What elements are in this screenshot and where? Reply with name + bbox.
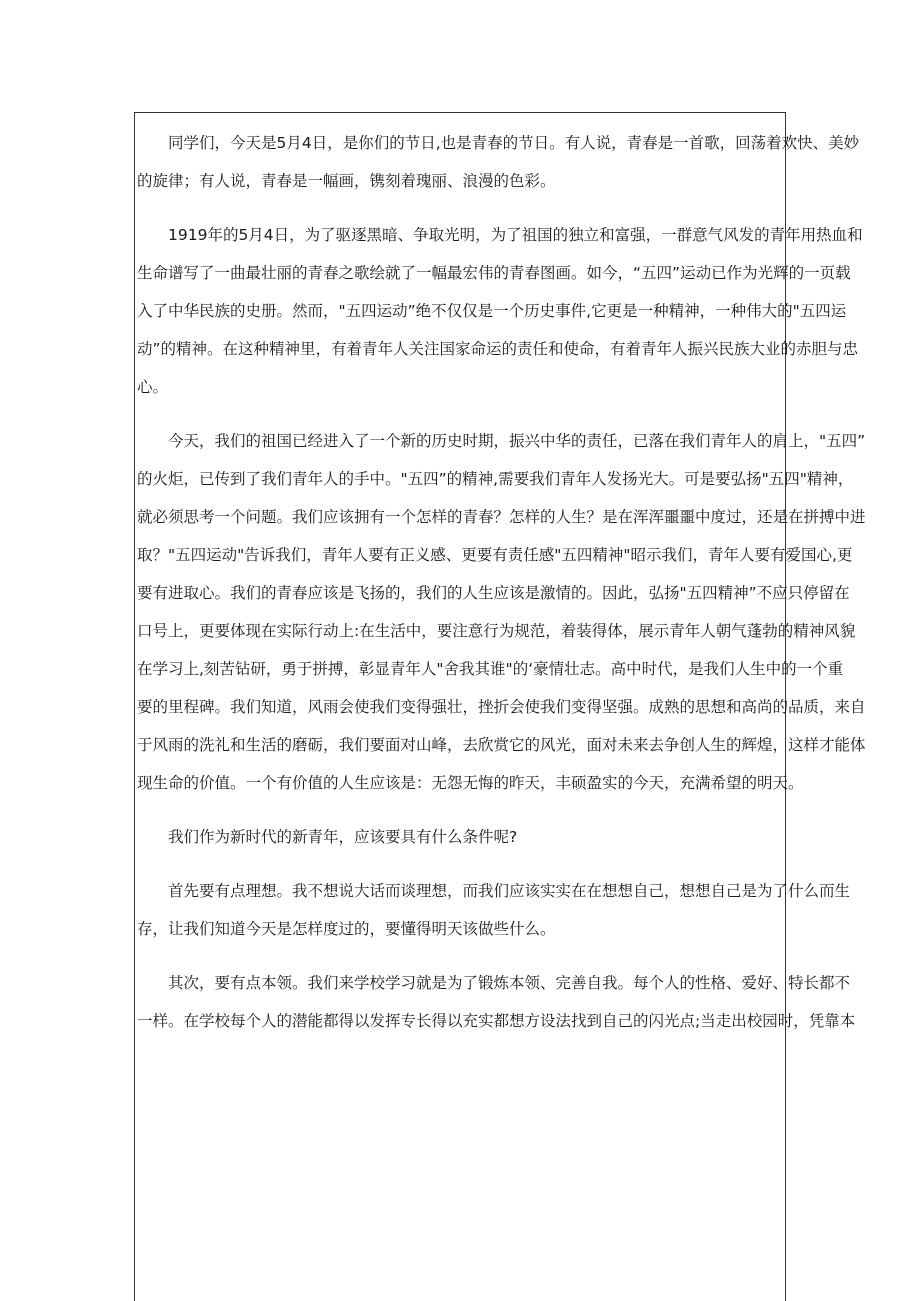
paragraph-line: 今天，我们的祖国已经进入了一个新的历史时期，振兴中华的责任，已落在我们青年人的肩上，"五四” [168,432,866,450]
paragraph-5 [137,877,851,953]
paragraph-line: 要有进取心。我们的青春应该是飞扬的，我们的人生应该是激情的。因此，弘扬"五四精神”不应只停留在 [137,584,850,602]
document-body [137,129,866,1045]
paragraph-line: 首先要有点理想。我不想说大话而谈理想，而我们应该实实在在想想自己，想想自己是为了什么而生 [168,882,851,900]
paragraph-4 [137,823,785,861]
paragraph-line: 生命谱写了一曲最壮丽的青春之歌绘就了一幅最宏伟的青春图画。如今，“五四”运动已作为光辉的一页载 [137,264,851,282]
paragraph-line: 现生命的价值。一个有价值的人生应该是：无怨无悔的昨天，丰硕盈实的今天，充满希望的明天。 [137,774,804,792]
paragraph-line: 的火炬，已传到了我们青年人的手中。"五四”的精神,需要我们青年人发扬光大。可是要弘扬"五四"精神， [137,470,854,488]
paragraph-line: 取？"五四运动"告诉我们，青年人要有正义感、更要有责任感"五四精神"昭示我们，青年人要有爱国心,更 [137,546,853,564]
paragraph-1 [137,129,860,205]
paragraph-line: 于风雨的洗礼和生活的磨砺，我们要面对山峰，去欣赏它的风光，面对未来去争创人生的辉煌，这样才能体 [137,736,866,754]
paragraph-3 [137,427,866,807]
paragraph-line: 同学们，今天是5月4日，是你们的节日,也是青春的节日。有人说，青春是一首歌，回荡着欢快、美妙 [168,134,860,152]
paragraph-line: 入了中华民族的史册。然而，"五四运动”绝不仅仅是一个历史事件,它更是一种精神，一种伟大的"五四运 [137,302,847,320]
paragraph-line: 存，让我们知道今天是怎样度过的，要懂得明天该做些什么。 [137,920,556,938]
paragraph-line: 1919年的5月4日，为了驱逐黑暗、争取光明，为了祖国的独立和富强，一群意气风发的青年用热血和 [168,226,863,244]
document-page-frame [134,112,866,1301]
paragraph-line: 在学习上,刻苦钻研，勇于拼搏，彰显青年人"舍我其谁"的‘豪情壮志。高中时代，是我们人生中的一个重 [137,660,844,678]
paragraph-line: 的旋律；有人说，青春是一幅画，镌刻着瑰丽、浪漫的色彩。 [137,172,556,190]
paragraph-2 [137,221,863,411]
paragraph-line: 其次，要有点本领。我们来学校学习就是为了锻炼本领、完善自我。每个人的性格、爱好、特长都不 [168,974,851,992]
paragraph-line: 口号上，更要体现在实际行动上:在生活中，要注意行为规范，着装得体，展示青年人朝气蓬勃的精神风貌 [137,622,856,640]
paragraph-line: 要的里程碑。我们知道，风雨会使我们变得强壮，挫折会使我们变得坚强。成熟的思想和高尚的品质，来自 [137,698,866,716]
paragraph-line: 我们作为新时代的新青年，应该要具有什么条件呢? [168,828,518,846]
paragraph-line: 就必须思考一个问题。我们应该拥有一个怎样的青春？怎样的人生？是在浑浑噩噩中度过，还是在拼搏中进 [137,508,866,526]
paragraph-6 [137,969,856,1045]
paragraph-line: 动”的精神。在这种精神里，有着青年人关注国家命运的责任和使命，有着青年人振兴民族大业的赤胆与忠 [137,340,859,358]
paragraph-line: 一样。在学校每个人的潜能都得以发挥专长得以充实都想方设法找到自己的闪光点;当走出校园时，凭靠本 [137,1012,856,1030]
paragraph-line: 心。 [137,378,169,396]
